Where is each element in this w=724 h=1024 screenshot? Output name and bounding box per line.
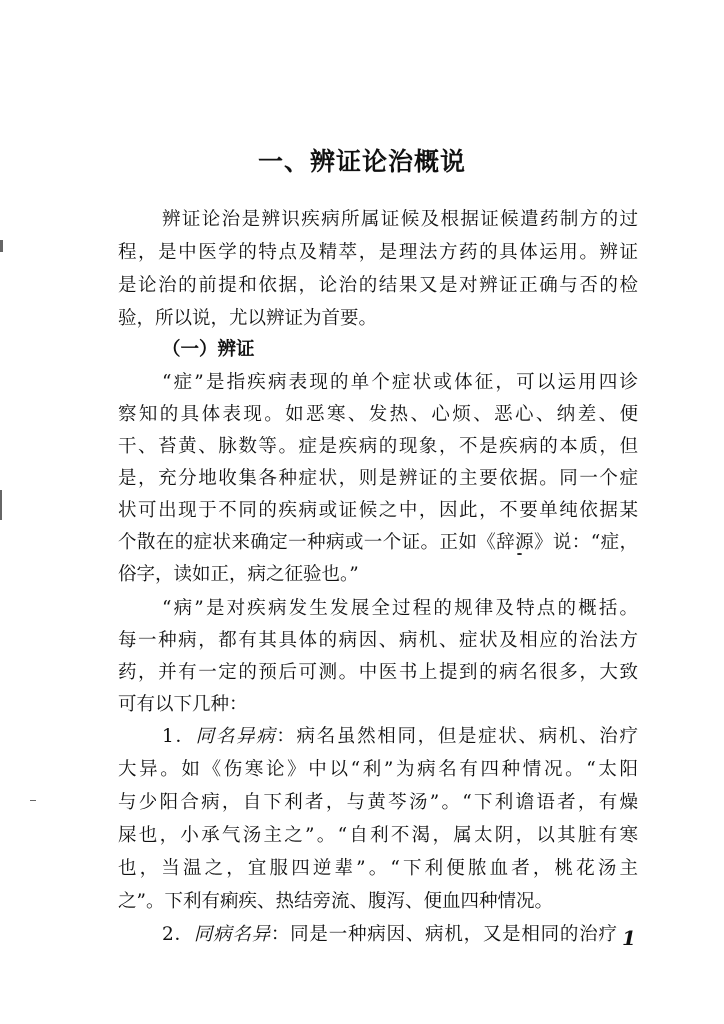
- item-1-line-3: 与少阳合病，自下利者，与黄芩汤”。“下利谵语者，有燥: [118, 792, 638, 813]
- paragraph-1-line-3: 是论治的前提和依据，论治的结果又是对辨证正确与否的检: [118, 275, 638, 296]
- paragraph-3-line-4: 可有以下几种：: [118, 694, 248, 715]
- paragraph-2-line-7: 俗字，读如正，病之征验也。”: [118, 564, 359, 585]
- item-1-line-6: 之”。下利有痢疾、热结旁流、腹泻、便血四种情况。: [118, 891, 553, 912]
- item-1-line-1: [162, 722, 638, 748]
- item-1-text: ：病名虽然相同，但是症状、病机、治疗: [276, 726, 638, 747]
- item-2-term: 同病名异: [193, 924, 271, 945]
- item-1-line-2: 大异。如《伤寒论》中以“利”为病名有四种情况。“太阳: [118, 759, 638, 780]
- paragraph-3-line-1: “病”是对疾病发生发展全过程的规律及特点的概括。: [162, 598, 638, 619]
- item-2-number: 2．: [162, 924, 194, 945]
- item-2-line-1: [162, 920, 617, 946]
- paragraph-2-line-6: 个散在的症状来确定一种病或一个证。正如《辞源》说：“症，: [118, 532, 638, 553]
- scan-mark: [0, 240, 3, 252]
- item-2-text: ：同是一种病因、病机，又是相同的治疗: [270, 924, 617, 945]
- paragraph-2-line-5: 状可出现于不同的疾病或证候之中，因此，不要单纯依据某: [118, 500, 638, 521]
- item-1-line-4: 屎也，小承气汤主之”。“自利不渴，属太阴，以其脏有寒: [118, 825, 638, 846]
- paragraph-2-line-2: 察知的具体表现。如恶寒、发热、心烦、恶心、纳差、便: [118, 404, 638, 425]
- scan-mark: [30, 800, 36, 801]
- paragraph-3-line-3: 药，并有一定的预后可测。中医书上提到的病名很多，大致: [118, 662, 638, 683]
- paragraph-1-line-2: 程，是中医学的特点及精萃，是理法方药的具体运用。辨证: [118, 242, 638, 263]
- item-1-number: 1．: [162, 726, 196, 747]
- paragraph-1-line-1: 辨证论治是辨识疾病所属证候及根据证候遣药制方的过: [162, 209, 638, 230]
- chapter-title: 一、辨证论治概说: [257, 147, 466, 176]
- paragraph-2-line-3: 干、苔黄、脉数等。症是疾病的现象，不是疾病的本质，但: [118, 436, 638, 457]
- item-1-line-5: 也，当温之，宜服四逆辈”。“下利便脓血者，桃花汤主: [118, 858, 638, 879]
- page-number: 1: [622, 926, 636, 950]
- section-heading: （一）辨证: [162, 339, 255, 360]
- scan-speck: [517, 553, 522, 555]
- paragraph-2-line-1: “症”是指疾病表现的单个症状或体征，可以运用四诊: [162, 372, 638, 393]
- paragraph-1-line-4: 验，所以说，尤以辨证为首要。: [118, 308, 378, 329]
- paragraph-2-line-4: 是，充分地收集各种症状，则是辨证的主要依据。同一个症: [118, 468, 638, 489]
- scan-mark: [0, 490, 2, 520]
- paragraph-3-line-2: 每一种病，都有其具体的病因、病机、症状及相应的治法方: [118, 630, 638, 651]
- item-1-term: 同名异病: [195, 726, 277, 747]
